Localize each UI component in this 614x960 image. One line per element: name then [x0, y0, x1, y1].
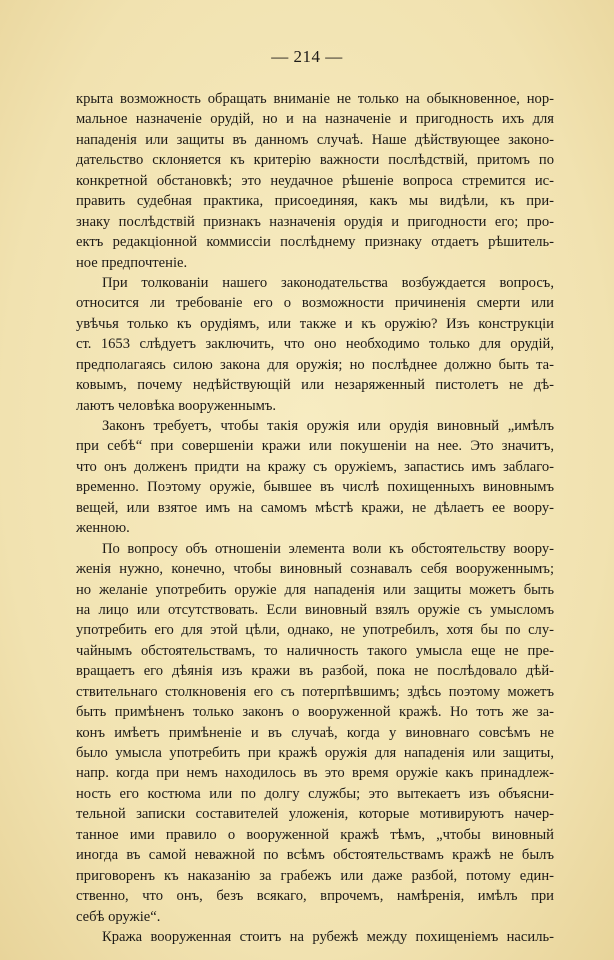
text-line: ствительнаго столкновенія его съ потерпѣвшимъ; здѣсь поэтому можетъ: [76, 683, 554, 700]
text-line: предполагаясь силою закона для оружія; но послѣднее должно быть та-: [76, 356, 554, 373]
text-line: но желаніе употребить оружіе для нападенія или защиты можетъ быть: [76, 581, 554, 598]
text-line: ковымъ, почему недѣйствующій или незаряженный пистолетъ не дѣ-: [76, 377, 554, 394]
text-line: Законъ требуетъ, чтобы такія оружія или орудія виновный „имѣлъ: [102, 418, 554, 434]
text-line: мальное назначеніе орудій, но и на назначеніе и пригодность ихъ для: [76, 111, 554, 128]
text-line: женною.: [76, 520, 130, 537]
text-line: вещей, или взятое имъ на самомъ мѣстѣ кражи, не дѣлаетъ ее воору-: [76, 499, 554, 516]
text-line: дательство склоняется къ критерію важности послѣдствій, притомъ по: [76, 152, 554, 169]
body-text: [76, 89, 554, 947]
text-line: ственно, что онъ, безъ всякаго, впрочемъ, намѣренія, имѣлъ при: [76, 888, 554, 905]
text-line: Кража вооруженная стоитъ на рубежѣ между похищеніемъ насиль-: [102, 928, 554, 945]
text-line: нападенія или защиты въ данномъ случаѣ. Наше дѣйствующее законо-: [76, 131, 554, 148]
text-line: относится ли требованіе его о возможности причиненія смерти или: [76, 295, 554, 312]
text-line: ст. 1653 слѣдуетъ заключить, что оно необходимо только для орудій,: [76, 336, 554, 353]
text-line: себѣ оружіе“.: [76, 908, 161, 925]
text-line: при себѣ“ при совершеніи кражи или покушеніи на нее. Это значитъ,: [76, 438, 554, 455]
text-line: иногда въ самой неважной по всѣмъ обстоятельствамъ кражѣ не былъ: [76, 847, 554, 864]
text-line: напр. когда при немъ находилось въ это время оружіе какъ принадлеж-: [76, 765, 554, 782]
text-line: увѣчья только къ орудіямъ, или также и къ оружію? Изъ конструкціи: [76, 315, 554, 332]
text-line: править судебная практика, присоединяя, какъ мы видѣли, къ при-: [76, 193, 554, 210]
text-line: вращаетъ его дѣянія изъ кражи въ разбой, пока не послѣдовало дѣй-: [76, 663, 554, 680]
text-line: крыта возможность обращать вниманіе не только на обыкновенное, нор-: [76, 91, 554, 107]
text-line: быть примѣненъ только законъ о вооруженной кражѣ. Но тотъ же за-: [76, 704, 554, 721]
text-line: тельной записки составителей уложенія, которые мотивируютъ начер-: [76, 806, 554, 823]
text-line: ное предпочтеніе.: [76, 254, 188, 271]
page-number: — 214 —: [271, 47, 343, 66]
text-line: лаютъ человѣка вооруженнымъ.: [76, 397, 277, 414]
text-line: чайнымъ обстоятельствамъ, то наличность такого умысла еще не пре-: [76, 642, 554, 659]
text-line: женія нужно, конечно, чтобы виновный сознавалъ себя вооруженнымъ;: [76, 561, 554, 578]
text-line: конкретной обстановкѣ; это неудачное рѣшеніе вопроса стремится ис-: [76, 172, 554, 189]
text-line: на лицо или отсутствовать. Если виновный взялъ оружіе съ умысломъ: [76, 601, 554, 618]
text-line: употребить его для этой цѣли, однако, не употребилъ, хотя бы по слу-: [76, 622, 554, 639]
text-line: По вопросу объ отношеніи элемента воли къ обстоятельству воору-: [102, 540, 554, 557]
text-line: было умысла употребить при кражѣ оружія для нападенія или защиты,: [76, 745, 554, 761]
text-line: знаку послѣдствій признакъ назначенія орудія и пригодности его; про-: [76, 213, 554, 230]
text-line: ность его костюма или по долгу службы; это вытекаетъ изъ объясни-: [76, 785, 554, 802]
text-line: что онъ долженъ придти на кражу съ оружіемъ, запастись имъ заблаго-: [76, 458, 554, 475]
text-line: ектъ редакціонной коммиссіи послѣднему признаку отдаетъ рѣшитель-: [76, 234, 554, 251]
text-line: приговоренъ къ наказанію за грабежъ или даже разбой, потому един-: [76, 867, 554, 884]
text-line: временно. Поэтому оружіе, бывшее въ числѣ похищенныхъ виновнымъ: [76, 479, 554, 496]
text-line: При толкованіи нашего законодательства возбуждается вопросъ,: [102, 274, 554, 291]
text-line: танное ими правило о вооруженной кражѣ тѣмъ, „чтобы виновный: [76, 826, 554, 843]
text-line: конъ имѣетъ примѣненіе и въ случаѣ, когда у виновнаго совсѣмъ не: [76, 724, 554, 741]
